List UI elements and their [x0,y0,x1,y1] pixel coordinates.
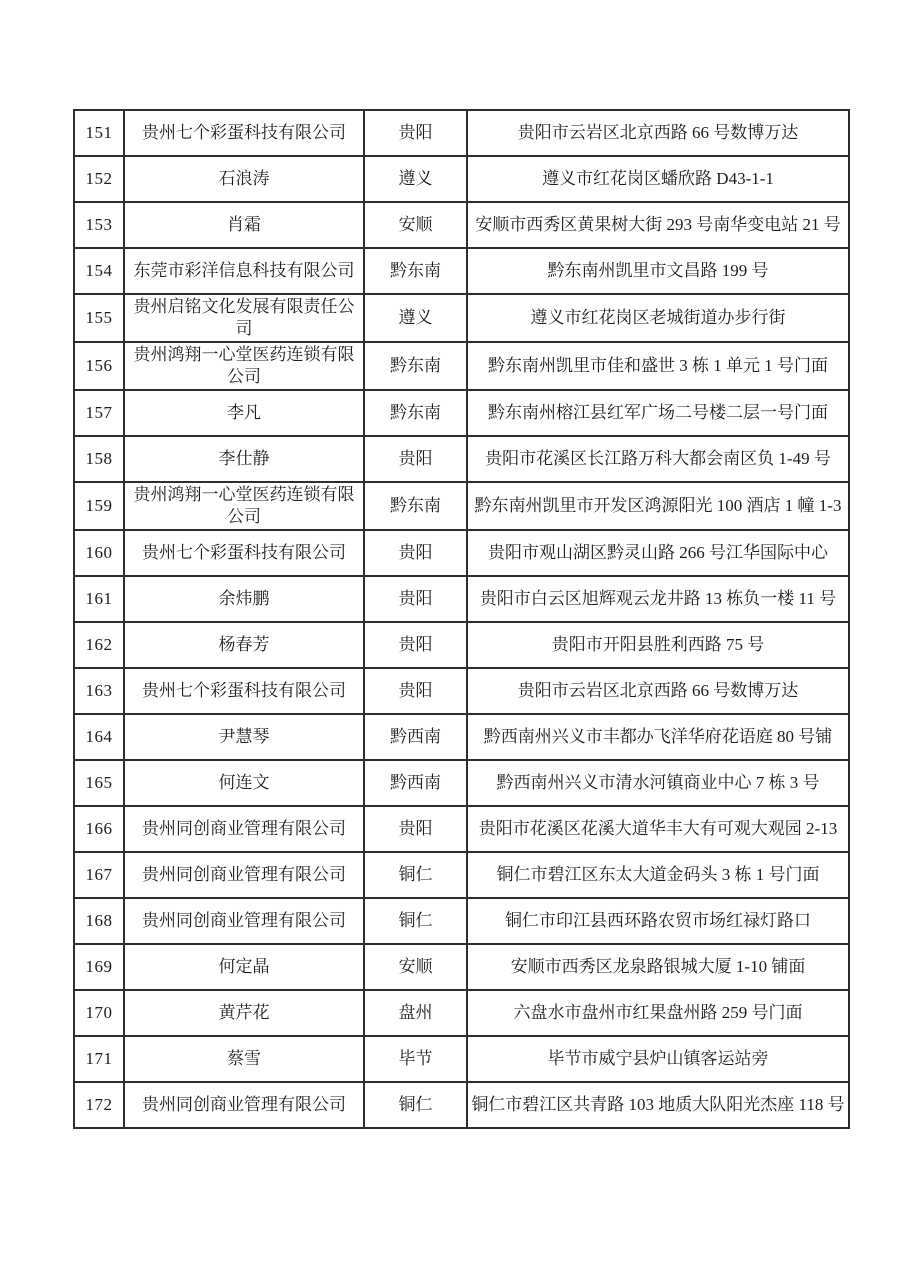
name-cell: 东莞市彩洋信息科技有限公司 [124,248,364,294]
address-cell: 六盘水市盘州市红果盘州路 259 号门面 [467,990,849,1036]
row-number-cell: 152 [74,156,124,202]
address-cell: 贵阳市云岩区北京西路 66 号数博万达 [467,110,849,156]
city-cell: 遵义 [364,156,467,202]
table-row [74,436,849,482]
table-row [74,760,849,806]
city-cell: 遵义 [364,294,467,342]
table-row [74,622,849,668]
row-number-cell: 159 [74,482,124,530]
address-cell: 铜仁市碧江区共青路 103 地质大队阳光杰座 118 号 [467,1082,849,1128]
address-cell: 黔西南州兴义市清水河镇商业中心 7 栋 3 号 [467,760,849,806]
row-number-cell: 154 [74,248,124,294]
city-cell: 安顺 [364,202,467,248]
name-cell: 尹慧琴 [124,714,364,760]
row-number-cell: 161 [74,576,124,622]
name-cell: 黄芹花 [124,990,364,1036]
city-cell: 贵阳 [364,110,467,156]
row-number-cell: 151 [74,110,124,156]
row-number-cell: 171 [74,1036,124,1082]
table-row [74,110,849,156]
name-cell: 贵州同创商业管理有限公司 [124,1082,364,1128]
name-cell: 杨春芳 [124,622,364,668]
name-cell: 贵州七个彩蛋科技有限公司 [124,530,364,576]
address-cell: 安顺市西秀区黄果树大街 293 号南华变电站 21 号 [467,202,849,248]
city-cell: 黔西南 [364,714,467,760]
row-number-cell: 163 [74,668,124,714]
name-cell: 贵州同创商业管理有限公司 [124,806,364,852]
name-cell: 贵州鸿翔一心堂医药连锁有限公司 [124,482,364,530]
row-number-cell: 168 [74,898,124,944]
row-number-cell: 162 [74,622,124,668]
city-cell: 贵阳 [364,530,467,576]
address-cell: 黔东南州榕江县红军广场二号楼二层一号门面 [467,390,849,436]
city-cell: 贵阳 [364,576,467,622]
name-cell: 石浪涛 [124,156,364,202]
row-number-cell: 169 [74,944,124,990]
address-cell: 贵阳市云岩区北京西路 66 号数博万达 [467,668,849,714]
city-cell: 贵阳 [364,668,467,714]
table-row [74,714,849,760]
address-cell: 铜仁市碧江区东太大道金码头 3 栋 1 号门面 [467,852,849,898]
table-row [74,852,849,898]
table-row [74,294,849,342]
address-cell: 黔东南州凯里市文昌路 199 号 [467,248,849,294]
row-number-cell: 153 [74,202,124,248]
address-cell: 毕节市威宁县炉山镇客运站旁 [467,1036,849,1082]
table-row [74,898,849,944]
row-number-cell: 160 [74,530,124,576]
row-number-cell: 172 [74,1082,124,1128]
name-cell: 贵州七个彩蛋科技有限公司 [124,110,364,156]
address-cell: 贵阳市开阳县胜利西路 75 号 [467,622,849,668]
table-row [74,390,849,436]
table-row [74,1082,849,1128]
address-cell: 贵阳市花溪区花溪大道华丰大有可观大观园 2-13 [467,806,849,852]
address-cell: 安顺市西秀区龙泉路银城大厦 1-10 铺面 [467,944,849,990]
name-cell: 何连文 [124,760,364,806]
row-number-cell: 166 [74,806,124,852]
address-cell: 黔东南州凯里市佳和盛世 3 栋 1 单元 1 号门面 [467,342,849,390]
address-cell: 黔西南州兴义市丰都办飞洋华府花语庭 80 号铺 [467,714,849,760]
city-cell: 铜仁 [364,898,467,944]
roster-table [73,109,850,1129]
city-cell: 盘州 [364,990,467,1036]
address-cell: 铜仁市印江县西环路农贸市场红禄灯路口 [467,898,849,944]
address-cell: 遵义市红花岗区蟠欣路 D43-1-1 [467,156,849,202]
city-cell: 铜仁 [364,852,467,898]
row-number-cell: 165 [74,760,124,806]
city-cell: 黔西南 [364,760,467,806]
name-cell: 余炜鹏 [124,576,364,622]
city-cell: 贵阳 [364,622,467,668]
city-cell: 黔东南 [364,342,467,390]
name-cell: 贵州启铭文化发展有限责任公司 [124,294,364,342]
name-cell: 蔡雪 [124,1036,364,1082]
name-cell: 贵州同创商业管理有限公司 [124,898,364,944]
address-cell: 贵阳市观山湖区黔灵山路 266 号江华国际中心 [467,530,849,576]
city-cell: 黔东南 [364,390,467,436]
row-number-cell: 164 [74,714,124,760]
table-row [74,202,849,248]
name-cell: 肖霜 [124,202,364,248]
row-number-cell: 167 [74,852,124,898]
name-cell: 李凡 [124,390,364,436]
row-number-cell: 157 [74,390,124,436]
row-number-cell: 156 [74,342,124,390]
table-row [74,248,849,294]
table-row [74,156,849,202]
address-cell: 黔东南州凯里市开发区鸿源阳光 100 酒店 1 幢 1-3 [467,482,849,530]
name-cell: 贵州鸿翔一心堂医药连锁有限公司 [124,342,364,390]
row-number-cell: 158 [74,436,124,482]
table-row [74,1036,849,1082]
address-cell: 贵阳市白云区旭辉观云龙井路 13 栋负一楼 11 号 [467,576,849,622]
table-row [74,482,849,530]
table-row [74,944,849,990]
city-cell: 贵阳 [364,806,467,852]
city-cell: 安顺 [364,944,467,990]
city-cell: 毕节 [364,1036,467,1082]
table-row [74,530,849,576]
address-cell: 贵阳市花溪区长江路万科大都会南区负 1-49 号 [467,436,849,482]
name-cell: 李仕静 [124,436,364,482]
name-cell: 贵州七个彩蛋科技有限公司 [124,668,364,714]
row-number-cell: 155 [74,294,124,342]
row-number-cell: 170 [74,990,124,1036]
table-row [74,990,849,1036]
table-row [74,668,849,714]
table-row [74,342,849,390]
address-cell: 遵义市红花岗区老城街道办步行街 [467,294,849,342]
city-cell: 铜仁 [364,1082,467,1128]
name-cell: 何定晶 [124,944,364,990]
city-cell: 黔东南 [364,248,467,294]
city-cell: 贵阳 [364,436,467,482]
table-row [74,806,849,852]
city-cell: 黔东南 [364,482,467,530]
name-cell: 贵州同创商业管理有限公司 [124,852,364,898]
table-row [74,576,849,622]
